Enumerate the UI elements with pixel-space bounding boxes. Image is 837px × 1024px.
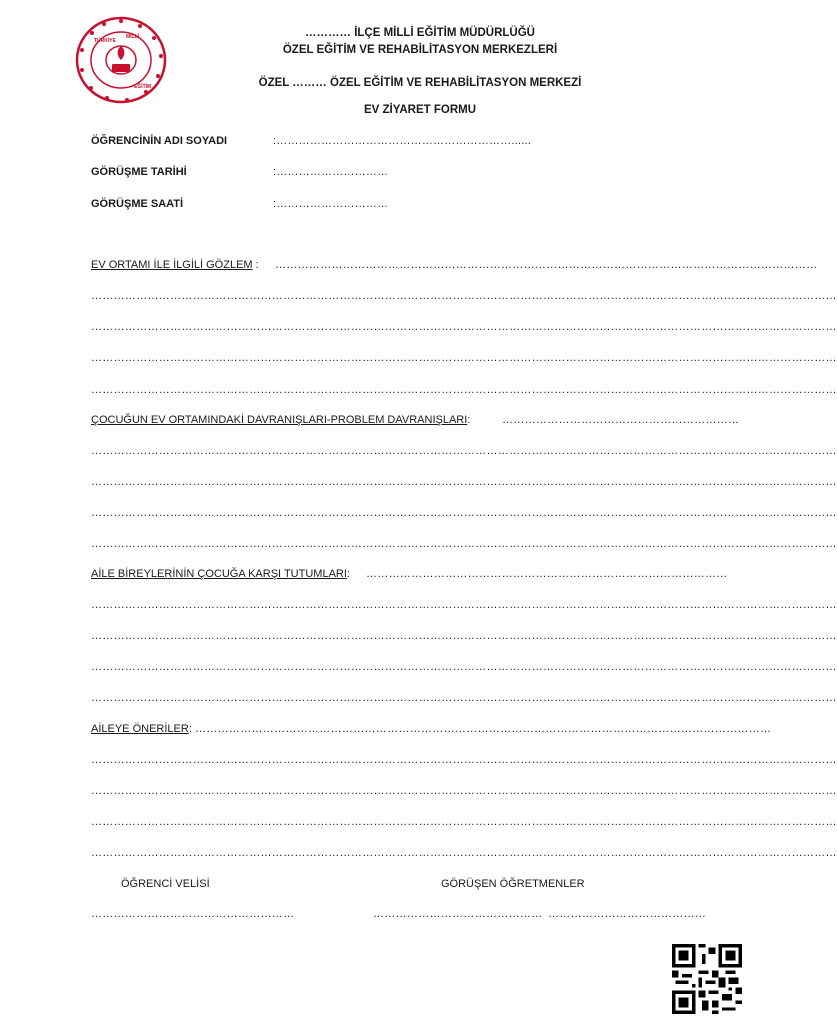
teachers-signature-label: GÖRÜŞEN ÖĞRETMENLER <box>441 878 585 890</box>
section-label: ÇOCUĞUN EV ORTAMINDAKİ DAVRANIŞLARI-PROBLEM DAVRANIŞLARI <box>91 414 468 426</box>
answer-line[interactable]: ……………………………………………………………………………………………………………………………………………………………………………… <box>91 847 837 859</box>
header-center-name: ÖZEL ……… ÖZEL EĞİTİM VE REHABİLİTASYON MERKEZİ <box>258 77 582 89</box>
section-recommendations-heading <box>91 723 192 735</box>
qr-code-icon <box>672 944 742 1014</box>
teacher-signature-line[interactable]: ……………………………………… <box>373 908 543 920</box>
answer-line[interactable]: ……………………………………………………… <box>502 414 740 426</box>
answer-line[interactable]: ……………………………………………………………………………………………………………………………………………………………………………… <box>91 692 837 704</box>
svg-text:EĞİTİM: EĞİTİM <box>134 84 152 90</box>
answer-line[interactable]: ……………………………………………………………………………………………………………………………………………………………………………… <box>91 507 837 519</box>
answer-line[interactable]: ……………………………………………………………………………………………………………………………………………………………………………… <box>91 445 837 457</box>
answer-line[interactable]: ……………………………………………………………………………………………………………………………………………………………………………… <box>91 599 837 611</box>
section-label: AİLE BİREYLERİNİN ÇOCUĞA KARŞI TUTUMLARI <box>91 568 347 580</box>
answer-line[interactable]: ……………………………………………………………………………………………………………………………………………………………………………… <box>91 785 837 797</box>
answer-line[interactable]: ……………………………………………………………………………………………………………………………………………………………………………… <box>91 630 837 642</box>
svg-text:MİLLÎ: MİLLÎ <box>126 34 140 40</box>
svg-text:TÜRKİYE: TÜRKİYE <box>94 38 116 44</box>
section-home-observation-heading <box>91 259 259 271</box>
section-colon: : <box>252 259 259 271</box>
parent-signature-label: ÖĞRENCİ VELİSİ <box>121 878 210 890</box>
answer-line[interactable]: ……………………………………………………………………………………………………………………………………………………………………………… <box>91 321 837 333</box>
meeting-date-field[interactable]: :………………………… <box>273 166 389 178</box>
page-title: EV ZİYARET FORMU <box>363 104 477 116</box>
section-behavior-heading <box>91 414 470 426</box>
ministry-seal-icon <box>74 16 168 104</box>
header-centers: ÖZEL EĞİTİM VE REHABİLİTASYON MERKEZLERİ <box>282 44 558 56</box>
answer-line[interactable]: ……………………………………………………………………………………………………………………………………………………………………………… <box>91 476 837 488</box>
section-label: EV ORTAMI İLE İLGİLİ GÖZLEM <box>91 259 253 271</box>
answer-line[interactable]: ……………………………………………………………………………………………………………………………………………………………………………… <box>91 290 837 302</box>
student-name-field[interactable]: :………………………………………………………...... <box>273 135 531 147</box>
answer-line[interactable]: ……………………………………………………………………………………………………………………………………………………………………………… <box>91 352 837 364</box>
section-colon: : <box>188 723 192 735</box>
answer-line[interactable]: ……………………………………………………………………………………………………………………………… <box>275 259 818 271</box>
answer-line[interactable]: ……………………………………………………………………………………………………………………………………………………………………………… <box>91 661 837 673</box>
answer-line[interactable]: …………………………………………………………………………………… <box>366 568 728 580</box>
section-colon: : <box>346 568 350 580</box>
header-directorate: ………… İLÇE MİLLİ EĞİTİM MÜDÜRLÜĞÜ <box>305 27 535 39</box>
student-name-label: ÖĞRENCİNİN ADI SOYADI <box>91 135 228 147</box>
section-family-attitudes-heading <box>91 568 350 580</box>
answer-line[interactable]: ……………………………………………………………………………………………………………………………………… <box>195 723 772 735</box>
section-colon: : <box>467 414 471 426</box>
parent-signature-line[interactable]: ……………………………………………… <box>91 908 295 920</box>
answer-line[interactable]: ……………………………………………………………………………………………………………………………………………………………………………… <box>91 754 837 766</box>
meeting-time-label: GÖRÜŞME SAATİ <box>91 198 184 210</box>
answer-line[interactable]: ……………………………………………………………………………………………………………………………………………………………………………… <box>91 384 837 396</box>
teacher-signature-line[interactable]: …………………………………… <box>548 908 707 920</box>
meeting-date-label: GÖRÜŞME TARİHİ <box>91 166 187 178</box>
answer-line[interactable]: ……………………………………………………………………………………………………………………………………………………………………………… <box>91 538 837 550</box>
answer-line[interactable]: ……………………………………………………………………………………………………………………………………………………………………………… <box>91 816 837 828</box>
section-label: AİLEYE ÖNERİLER <box>91 723 189 735</box>
meeting-time-field[interactable]: :………………………… <box>273 198 389 210</box>
